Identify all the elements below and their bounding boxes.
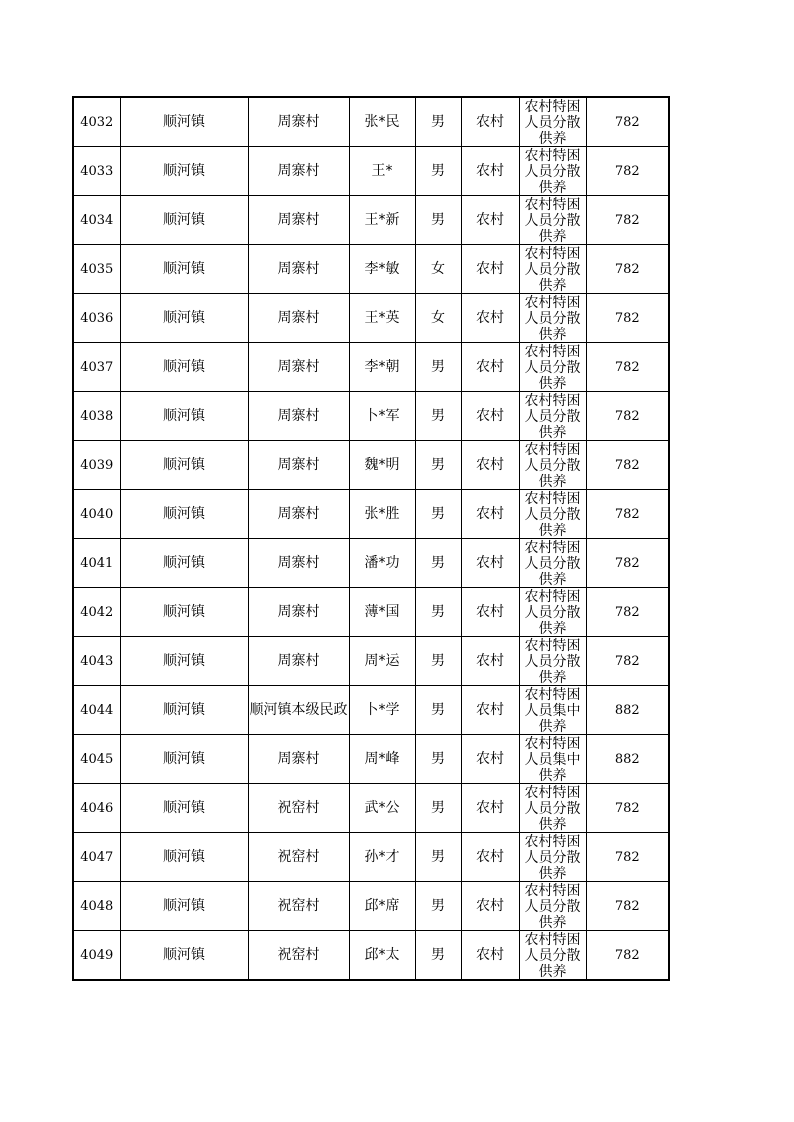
category-cell <box>519 539 586 588</box>
category-cell <box>519 784 586 833</box>
row-number-cell: 4034 <box>73 196 120 245</box>
name-cell: 孙*才 <box>349 833 415 882</box>
category-text: 农村特困人员分散供养 <box>524 491 581 538</box>
area-cell: 农村 <box>461 882 519 931</box>
table-row <box>73 686 669 735</box>
area-cell: 农村 <box>461 196 519 245</box>
gender-cell: 男 <box>415 441 461 490</box>
name-cell: 武*公 <box>349 784 415 833</box>
area-cell: 农村 <box>461 588 519 637</box>
gender-cell: 女 <box>415 245 461 294</box>
town-cell: 顺河镇 <box>120 196 248 245</box>
name-cell: 薄*国 <box>349 588 415 637</box>
area-cell: 农村 <box>461 637 519 686</box>
name-cell: 张*胜 <box>349 490 415 539</box>
table-row <box>73 196 669 245</box>
row-number-cell: 4039 <box>73 441 120 490</box>
row-number-cell: 4040 <box>73 490 120 539</box>
row-number-cell: 4044 <box>73 686 120 735</box>
area-cell: 农村 <box>461 441 519 490</box>
area-cell: 农村 <box>461 392 519 441</box>
village-cell: 周寨村 <box>248 539 349 588</box>
gender-cell: 女 <box>415 294 461 343</box>
town-cell: 顺河镇 <box>120 441 248 490</box>
category-text: 农村特困人员分散供养 <box>524 540 581 587</box>
amount-cell: 782 <box>586 931 669 981</box>
name-cell: 李*朝 <box>349 343 415 392</box>
name-cell: 王*新 <box>349 196 415 245</box>
village-cell: 顺河镇本级民政 <box>248 686 349 735</box>
village-cell: 周寨村 <box>248 588 349 637</box>
category-text: 农村特困人员分散供养 <box>524 883 581 930</box>
village-cell: 周寨村 <box>248 294 349 343</box>
village-cell: 祝窑村 <box>248 833 349 882</box>
category-cell <box>519 931 586 981</box>
row-number-cell: 4049 <box>73 931 120 981</box>
name-cell: 魏*明 <box>349 441 415 490</box>
category-text: 农村特困人员分散供养 <box>524 834 581 881</box>
village-cell: 周寨村 <box>248 392 349 441</box>
amount-cell: 782 <box>586 833 669 882</box>
row-number-cell: 4033 <box>73 147 120 196</box>
gender-cell: 男 <box>415 343 461 392</box>
amount-cell: 782 <box>586 784 669 833</box>
table-row <box>73 784 669 833</box>
amount-cell: 782 <box>586 588 669 637</box>
category-text: 农村特困人员分散供养 <box>524 344 581 391</box>
area-cell: 农村 <box>461 245 519 294</box>
gender-cell: 男 <box>415 147 461 196</box>
gender-cell: 男 <box>415 196 461 245</box>
row-number-cell: 4048 <box>73 882 120 931</box>
amount-cell: 882 <box>586 735 669 784</box>
category-text: 农村特困人员分散供养 <box>524 932 581 979</box>
name-cell: 周*运 <box>349 637 415 686</box>
gender-cell: 男 <box>415 490 461 539</box>
area-cell: 农村 <box>461 294 519 343</box>
town-cell: 顺河镇 <box>120 147 248 196</box>
village-cell: 祝窑村 <box>248 784 349 833</box>
category-cell <box>519 441 586 490</box>
table-row <box>73 392 669 441</box>
table-row <box>73 490 669 539</box>
row-number-cell: 4038 <box>73 392 120 441</box>
row-number-cell: 4045 <box>73 735 120 784</box>
category-cell <box>519 686 586 735</box>
name-cell: 邱*太 <box>349 931 415 981</box>
amount-cell: 782 <box>586 490 669 539</box>
village-cell: 周寨村 <box>248 490 349 539</box>
amount-cell: 882 <box>586 686 669 735</box>
area-cell: 农村 <box>461 97 519 147</box>
category-text: 农村特困人员分散供养 <box>524 638 581 685</box>
gender-cell: 男 <box>415 588 461 637</box>
area-cell: 农村 <box>461 343 519 392</box>
town-cell: 顺河镇 <box>120 343 248 392</box>
category-cell <box>519 392 586 441</box>
category-cell <box>519 294 586 343</box>
row-number-cell: 4042 <box>73 588 120 637</box>
area-cell: 农村 <box>461 735 519 784</box>
category-text: 农村特困人员集中供养 <box>524 736 581 783</box>
name-cell: 卜*学 <box>349 686 415 735</box>
area-cell: 农村 <box>461 784 519 833</box>
category-text: 农村特困人员分散供养 <box>524 393 581 440</box>
table-row <box>73 343 669 392</box>
category-cell <box>519 97 586 147</box>
table-row <box>73 735 669 784</box>
gender-cell: 男 <box>415 931 461 981</box>
amount-cell: 782 <box>586 294 669 343</box>
table-row <box>73 931 669 981</box>
town-cell: 顺河镇 <box>120 392 248 441</box>
table-row <box>73 588 669 637</box>
village-cell: 祝窑村 <box>248 882 349 931</box>
town-cell: 顺河镇 <box>120 539 248 588</box>
amount-cell: 782 <box>586 196 669 245</box>
village-cell: 周寨村 <box>248 147 349 196</box>
gender-cell: 男 <box>415 97 461 147</box>
row-number-cell: 4046 <box>73 784 120 833</box>
category-text: 农村特困人员分散供养 <box>524 442 581 489</box>
amount-cell: 782 <box>586 637 669 686</box>
area-cell: 农村 <box>461 147 519 196</box>
row-number-cell: 4043 <box>73 637 120 686</box>
town-cell: 顺河镇 <box>120 735 248 784</box>
table-row <box>73 637 669 686</box>
row-number-cell: 4036 <box>73 294 120 343</box>
gender-cell: 男 <box>415 392 461 441</box>
town-cell: 顺河镇 <box>120 931 248 981</box>
name-cell: 卜*军 <box>349 392 415 441</box>
category-cell <box>519 637 586 686</box>
category-cell <box>519 343 586 392</box>
town-cell: 顺河镇 <box>120 882 248 931</box>
amount-cell: 782 <box>586 392 669 441</box>
name-cell: 周*峰 <box>349 735 415 784</box>
name-cell: 潘*功 <box>349 539 415 588</box>
amount-cell: 782 <box>586 97 669 147</box>
row-number-cell: 4032 <box>73 97 120 147</box>
category-cell <box>519 882 586 931</box>
village-cell: 周寨村 <box>248 735 349 784</box>
gender-cell: 男 <box>415 686 461 735</box>
category-cell <box>519 196 586 245</box>
town-cell: 顺河镇 <box>120 588 248 637</box>
town-cell: 顺河镇 <box>120 97 248 147</box>
gender-cell: 男 <box>415 735 461 784</box>
table-row <box>73 294 669 343</box>
amount-cell: 782 <box>586 882 669 931</box>
amount-cell: 782 <box>586 147 669 196</box>
row-number-cell: 4037 <box>73 343 120 392</box>
village-cell: 周寨村 <box>248 343 349 392</box>
category-text: 农村特困人员分散供养 <box>524 295 581 342</box>
area-cell: 农村 <box>461 931 519 981</box>
table-row <box>73 539 669 588</box>
town-cell: 顺河镇 <box>120 833 248 882</box>
amount-cell: 782 <box>586 539 669 588</box>
village-cell: 周寨村 <box>248 637 349 686</box>
category-text: 农村特困人员分散供养 <box>524 197 581 244</box>
name-cell: 邱*席 <box>349 882 415 931</box>
village-cell: 周寨村 <box>248 196 349 245</box>
gender-cell: 男 <box>415 784 461 833</box>
data-table <box>72 96 670 981</box>
name-cell: 王* <box>349 147 415 196</box>
name-cell: 张*民 <box>349 97 415 147</box>
gender-cell: 男 <box>415 539 461 588</box>
gender-cell: 男 <box>415 637 461 686</box>
town-cell: 顺河镇 <box>120 784 248 833</box>
village-cell: 周寨村 <box>248 441 349 490</box>
village-cell: 周寨村 <box>248 245 349 294</box>
town-cell: 顺河镇 <box>120 686 248 735</box>
table-row <box>73 833 669 882</box>
category-cell <box>519 735 586 784</box>
area-cell: 农村 <box>461 539 519 588</box>
amount-cell: 782 <box>586 245 669 294</box>
table-body <box>73 97 669 980</box>
area-cell: 农村 <box>461 686 519 735</box>
table-row <box>73 245 669 294</box>
category-cell <box>519 245 586 294</box>
village-cell: 周寨村 <box>248 97 349 147</box>
table-row <box>73 882 669 931</box>
row-number-cell: 4035 <box>73 245 120 294</box>
table-row <box>73 441 669 490</box>
name-cell: 李*敏 <box>349 245 415 294</box>
table-row <box>73 97 669 147</box>
category-text: 农村特困人员分散供养 <box>524 148 581 195</box>
gender-cell: 男 <box>415 833 461 882</box>
category-text: 农村特困人员集中供养 <box>524 687 581 734</box>
village-cell: 祝窑村 <box>248 931 349 981</box>
category-text: 农村特困人员分散供养 <box>524 589 581 636</box>
town-cell: 顺河镇 <box>120 490 248 539</box>
category-text: 农村特困人员分散供养 <box>524 99 581 146</box>
category-cell <box>519 833 586 882</box>
town-cell: 顺河镇 <box>120 245 248 294</box>
row-number-cell: 4041 <box>73 539 120 588</box>
row-number-cell: 4047 <box>73 833 120 882</box>
category-text: 农村特困人员分散供养 <box>524 785 581 832</box>
category-cell <box>519 147 586 196</box>
amount-cell: 782 <box>586 343 669 392</box>
category-cell <box>519 588 586 637</box>
area-cell: 农村 <box>461 490 519 539</box>
amount-cell: 782 <box>586 441 669 490</box>
table-row <box>73 147 669 196</box>
category-cell <box>519 490 586 539</box>
name-cell: 王*英 <box>349 294 415 343</box>
town-cell: 顺河镇 <box>120 294 248 343</box>
area-cell: 农村 <box>461 833 519 882</box>
town-cell: 顺河镇 <box>120 637 248 686</box>
gender-cell: 男 <box>415 882 461 931</box>
category-text: 农村特困人员分散供养 <box>524 246 581 293</box>
